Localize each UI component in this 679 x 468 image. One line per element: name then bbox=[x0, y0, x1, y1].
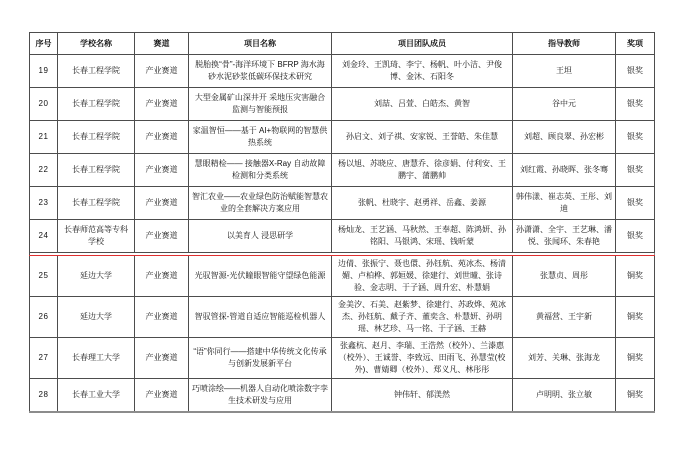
cell-track: 产业赛道 bbox=[135, 55, 189, 88]
cell-project: 智汇农业——农业绿色防治赋能智慧农业的全套解决方案应用 bbox=[189, 187, 332, 220]
cell-project: 脱胎换“骨”-海洋环境下 BFRP 海水海砂水泥砂浆低碳环保技术研究 bbox=[189, 55, 332, 88]
cell-track: 产业赛道 bbox=[135, 297, 189, 338]
cell-members: 孙启文、刘子祺、安家锐、王誉皓、朱佳慧 bbox=[332, 121, 513, 154]
column-header-school: 学校名称 bbox=[58, 33, 135, 55]
table-row bbox=[30, 121, 655, 154]
table-row bbox=[30, 88, 655, 121]
cell-project: 以美育人 浸思研学 bbox=[189, 220, 332, 253]
cell-no: 22 bbox=[30, 154, 58, 187]
cell-project: “语”你同行——搭建中华传统文化传承与创新发展新平台 bbox=[189, 338, 332, 379]
cell-advisors: 王坦 bbox=[513, 55, 616, 88]
cell-project: 家温智恒——基于 AI+物联网的智慧供热系统 bbox=[189, 121, 332, 154]
cell-award: 银奖 bbox=[616, 121, 655, 154]
table-row bbox=[30, 187, 655, 220]
cell-no: 25 bbox=[30, 256, 58, 297]
cell-award: 铜奖 bbox=[616, 338, 655, 379]
cell-members: 杨以旭、苏晓应、唐慧乔、徐彦娟、付利安、王鹏宇、蒲鹏帅 bbox=[332, 154, 513, 187]
column-header-award: 奖项 bbox=[616, 33, 655, 55]
column-header-track: 赛道 bbox=[135, 33, 189, 55]
cell-track: 产业赛道 bbox=[135, 154, 189, 187]
cell-track: 产业赛道 bbox=[135, 338, 189, 379]
cell-project: 慧眼精检—— 接触器X-Ray 自动故障检测和分类系统 bbox=[189, 154, 332, 187]
cell-no: 26 bbox=[30, 297, 58, 338]
cell-advisors: 张慧贞、周彤 bbox=[513, 256, 616, 297]
column-header-project: 项目名称 bbox=[189, 33, 332, 55]
table-row bbox=[30, 379, 655, 412]
cell-award: 银奖 bbox=[616, 220, 655, 253]
cell-award: 银奖 bbox=[616, 55, 655, 88]
column-header-advisors: 指导教师 bbox=[513, 33, 616, 55]
cell-track: 产业赛道 bbox=[135, 256, 189, 297]
table-row bbox=[30, 338, 655, 379]
cell-members: 刘喆、吕萱、白皓杰、黄智 bbox=[332, 88, 513, 121]
cell-members: 刘金玲、王凯琦、李宁、杨帆、叶小洁、尹俊博、金沐、石阳冬 bbox=[332, 55, 513, 88]
cell-no: 20 bbox=[30, 88, 58, 121]
cell-advisors: 刘芳、关琳、张海龙 bbox=[513, 338, 616, 379]
cell-members: 钟伟轩、郁渼然 bbox=[332, 379, 513, 412]
cell-school: 长春师范高等专科学校 bbox=[58, 220, 135, 253]
column-header-members: 项目团队成员 bbox=[332, 33, 513, 55]
cell-school: 长春工程学院 bbox=[58, 154, 135, 187]
cell-award: 铜奖 bbox=[616, 256, 655, 297]
cell-no: 28 bbox=[30, 379, 58, 412]
cell-no: 21 bbox=[30, 121, 58, 154]
cell-school: 长春工程学院 bbox=[58, 55, 135, 88]
cell-project: 光驭智源-光伏瞳眼智能守望绿色能源 bbox=[189, 256, 332, 297]
cell-project: 巧喷涂绘——机器人自动化喷涂数字孪生技术研发与应用 bbox=[189, 379, 332, 412]
cell-members: 边倩、张振宁、聂也儇、孙钰航、苑冰杰、杨清媚、卢柏桦、郭姮媛、徐建行、刘世曈、张诗验、金志明、于子涵、周升宏、朴慧娟 bbox=[332, 256, 513, 297]
cell-project: 大型金属矿山深井开 采地压灾害融合监测与智能预报 bbox=[189, 88, 332, 121]
cell-no: 23 bbox=[30, 187, 58, 220]
cell-track: 产业赛道 bbox=[135, 88, 189, 121]
table-header-row bbox=[30, 33, 655, 55]
table-row bbox=[30, 55, 655, 88]
cell-advisors: 孙潇潇、全宇、王艺琳、潘悦、张闻环、朱春艳 bbox=[513, 220, 616, 253]
cell-school: 长春工业大学 bbox=[58, 379, 135, 412]
cell-track: 产业赛道 bbox=[135, 121, 189, 154]
cell-no: 19 bbox=[30, 55, 58, 88]
cell-members: 张帆、杜晓宇、赵勇祥、岳鑫、姜源 bbox=[332, 187, 513, 220]
cell-school: 长春工程学院 bbox=[58, 121, 135, 154]
cell-advisors: 刘超、顾良翠、孙宏彬 bbox=[513, 121, 616, 154]
cell-advisors: 谷中元 bbox=[513, 88, 616, 121]
cell-award: 银奖 bbox=[616, 154, 655, 187]
cell-members: 杨灿龙、王艺涵、马秋然、王奉超、陈鸿妍、孙铭阳、马银鸿、宋瑶、钱昕蒙 bbox=[332, 220, 513, 253]
cell-no: 24 bbox=[30, 220, 58, 253]
cell-no: 27 bbox=[30, 338, 58, 379]
cell-school: 延边大学 bbox=[58, 297, 135, 338]
cell-members: 金美汐、石美、赵紫梦、徐建行、苏政烨、苑冰杰、孙钰航、戴子齐、董奕含、朴慧妍、孙明瑶、林艺珍、马一铭、于子涵、王赫 bbox=[332, 297, 513, 338]
cell-school: 长春理工大学 bbox=[58, 338, 135, 379]
cell-award: 银奖 bbox=[616, 187, 655, 220]
awards-table bbox=[29, 32, 655, 413]
table-row bbox=[30, 297, 655, 338]
cell-school: 长春工程学院 bbox=[58, 187, 135, 220]
table-row bbox=[30, 154, 655, 187]
cell-award: 银奖 bbox=[616, 88, 655, 121]
cell-track: 产业赛道 bbox=[135, 187, 189, 220]
cell-school: 长春工程学院 bbox=[58, 88, 135, 121]
cell-advisors: 黄福营、王宇新 bbox=[513, 297, 616, 338]
cell-award: 铜奖 bbox=[616, 297, 655, 338]
table-body bbox=[30, 55, 655, 412]
cell-award: 铜奖 bbox=[616, 379, 655, 412]
cell-members: 张鑫杭、赵月、李瑞、王浩然（校外）、兰溙惠（校外）、王诚誉、李致远、田雨飞、孙慧莹(校外)、曹婧卿（校外）、郑义凡、林彤彤 bbox=[332, 338, 513, 379]
cell-advisors: 韩伟漾、崔志英、王彤、刘迪 bbox=[513, 187, 616, 220]
cell-project: 智驭管探-管道自适应智能巡检机器人 bbox=[189, 297, 332, 338]
cell-school: 延边大学 bbox=[58, 256, 135, 297]
cell-advisors: 卢明明、张立敏 bbox=[513, 379, 616, 412]
table-row bbox=[30, 220, 655, 253]
table-row bbox=[30, 256, 655, 297]
cell-track: 产业赛道 bbox=[135, 220, 189, 253]
cell-advisors: 刘红霞、孙晓晖、张冬骞 bbox=[513, 154, 616, 187]
cell-track: 产业赛道 bbox=[135, 379, 189, 412]
column-header-no: 序号 bbox=[30, 33, 58, 55]
